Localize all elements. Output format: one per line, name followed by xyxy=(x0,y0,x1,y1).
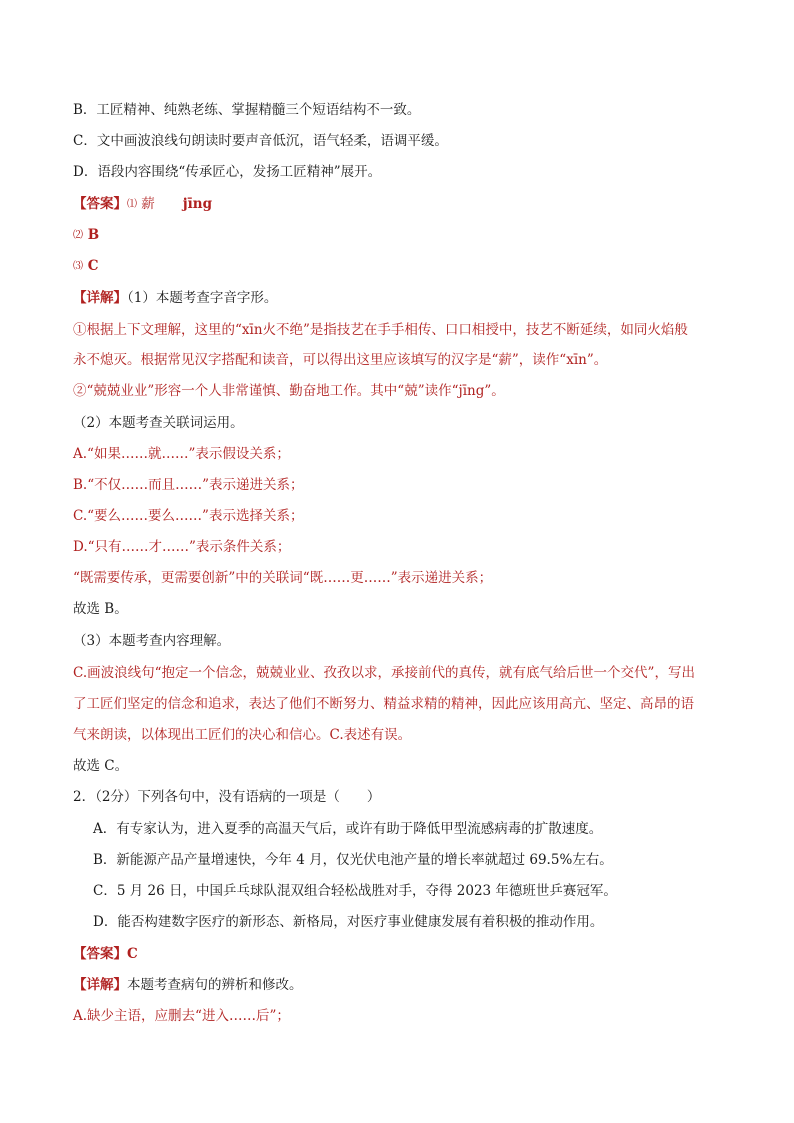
detail-line-1 xyxy=(73,288,733,308)
relation-a: A.“如果……就……”表示假设关系； xyxy=(73,446,290,462)
option-c-line: C．文中画波浪线句朗读时要声音低沉，语气轻柔，语调平缓。 xyxy=(73,133,448,149)
relation-b: B.“不仅……而且……”表示递进关系； xyxy=(73,477,304,493)
detail-tag: 【详解】 xyxy=(73,290,127,306)
comprehension-line-2: 了工匠们坚定的信念和追求，表达了他们不断努力、精益求精的精神，因此应该用高亢、坚定、高昂的语 xyxy=(73,696,694,712)
answer-2-text: C xyxy=(127,946,138,962)
answer-tag: 【答案】 xyxy=(73,196,127,212)
answer-line-2 xyxy=(73,225,733,246)
question-2-option-c: C．5 月 26 日，中国乒乓球队混双组合轻松战胜对手，夺得 2023 年德班世乒赛冠军。 xyxy=(93,883,617,899)
answer-text-2: B xyxy=(83,227,100,243)
answer-line-1 xyxy=(73,194,733,215)
option-d-line: D．语段内容围绕“传承匠心，发扬工匠精神”展开。 xyxy=(73,164,382,180)
detail-2-line xyxy=(73,975,733,995)
answer-pinyin: jīng xyxy=(182,196,213,212)
comprehension-line-3: 气来朗读，以体现出工匠们的决心和信心。C.表述有误。 xyxy=(73,727,412,743)
question-2-option-a: A．有专家认为，进入夏季的高温天气后，或许有助于降低甲型流感病毒的扩散速度。 xyxy=(93,821,603,837)
answer-2-line xyxy=(73,944,733,964)
answer-line-3 xyxy=(73,256,733,277)
detail-2-text: 本题考查病句的辨析和修改。 xyxy=(127,977,303,993)
question-2-option-b: B．新能源产品产量增速快，今年 4 月，仅光伏电池产量的增长率就超过 69.5%左右。 xyxy=(93,852,613,868)
explanation-line-2: 永不熄灭。根据常见汉字搭配和读音，可以得出这里应该填写的汉字是“薪”，读作“xīn”。 xyxy=(73,352,608,368)
question-2-stem: 2．（2分）下列各句中，没有语病的一项是（ ） xyxy=(73,789,381,805)
question-2-option-d: D．能否构建数字医疗的新形态、新格局，对医疗事业健康发展有着积极的推动作用。 xyxy=(93,914,604,930)
option-b-line: B．工匠精神、纯熟老练、掌握精髓三个短语结构不一致。 xyxy=(73,102,421,118)
answer-num-3: ⑶ xyxy=(73,261,83,272)
explanation-line-3: ②“兢兢业业”形容一个人非常谨慎、勤奋地工作。其中“兢”读作“jīng”。 xyxy=(73,383,505,399)
detail-2-tag: 【详解】 xyxy=(73,977,127,993)
choice-b-line: 故选 B。 xyxy=(73,601,128,617)
section-3-heading: （3）本题考查内容理解。 xyxy=(73,633,231,649)
explanation-line-1: ①根据上下文理解，这里的“xīn火不绝”是指技艺在手手相传、口口相授中，技艺不断延续，如同火焰般 xyxy=(73,322,688,338)
answer-text-3: C xyxy=(83,258,99,274)
comprehension-line-1: C.画波浪线句“抱定一个信念，兢兢业业、孜孜以求，承接前代的真传，就有底气给后世一个交代”，写出 xyxy=(73,665,695,681)
detail-text-1: （1）本题考查字音字形。 xyxy=(127,290,278,306)
answer-text-1: 薪 xyxy=(137,196,155,212)
relation-c: C.“要么……要么……”表示选择关系； xyxy=(73,508,304,524)
answer-num-2: ⑵ xyxy=(73,230,83,241)
answer-num-1: ⑴ xyxy=(127,199,137,210)
relation-d: D.“只有……才……”表示条件关系； xyxy=(73,539,291,555)
detail-2-option-a: A.缺少主语，应删去“进入……后”； xyxy=(73,1008,290,1024)
relation-summary: “既需要传承，更需要创新”中的关联词“既……更……”表示递进关系； xyxy=(73,570,493,586)
section-2-heading: （2）本题考查关联词运用。 xyxy=(73,415,244,431)
choice-c-line: 故选 C。 xyxy=(73,758,129,774)
answer-2-tag: 【答案】 xyxy=(73,946,127,962)
